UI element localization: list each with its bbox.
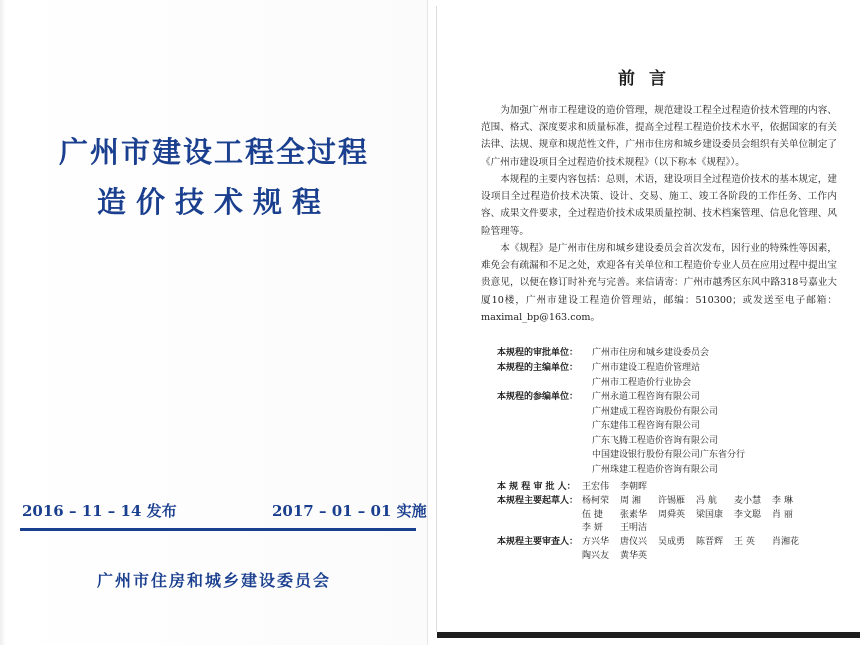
drafter-name: 伍 捷 xyxy=(582,509,603,520)
lead-unit: 广州市工程造价行业协会 xyxy=(592,377,692,388)
drafter-name: 肖 丽 xyxy=(772,509,793,520)
participant-unit: 广东飞腾工程造价咨询有限公司 xyxy=(592,435,719,446)
reviewers-label: 本 规 程 审 批 人： xyxy=(497,482,576,492)
participant-unit: 广东建伟工程咨询有限公司 xyxy=(592,421,701,432)
examiner-name: 黄华英 xyxy=(620,550,648,561)
publish-date: 2016 – 11 – 14 发布 xyxy=(22,502,177,520)
drafter-name: 杨柯荣 xyxy=(582,496,610,506)
examiners-block xyxy=(497,536,857,563)
drafter-name: 张素华 xyxy=(620,509,648,520)
cover-publisher: 广州市住房和城乡建设委员会 xyxy=(96,571,331,590)
drafter-name: 冯 航 xyxy=(696,496,717,506)
cover-title-line1: 广州市建设工程全过程 xyxy=(58,135,369,169)
drafter-name: 李 琳 xyxy=(772,496,793,506)
examiner-name: 陶兴友 xyxy=(582,550,610,561)
cover-edge-shading xyxy=(0,0,6,645)
drafters-label: 本规程主要起草人： xyxy=(497,496,579,506)
drafter-name: 周舜英 xyxy=(658,509,686,520)
lead-unit-label: 本规程的主编单位： xyxy=(497,363,579,373)
cover-title-line2: 造价技术规程 xyxy=(96,185,331,219)
approval-unit-block xyxy=(497,346,857,361)
examiner-name: 吴成勇 xyxy=(658,537,686,547)
drafter-name: 梁国康 xyxy=(696,509,724,520)
participant-unit-label: 本规程的参编单位： xyxy=(497,392,579,402)
participant-unit: 广州珠建工程造价咨询有限公司 xyxy=(592,464,719,475)
drafters-block xyxy=(497,495,857,536)
drafter-name: 许锡雁 xyxy=(658,496,686,506)
examiner-name: 王 英 xyxy=(734,537,755,547)
preface-paragraph-1: 为加强广州市工程建设的造价管理，规范建设工程全过程造价技术管理的内容、范围、格式、深度要求和质量标准，提高全过程工程造价技术水平，依据国家的有关法律、法规、规章和规范性文件，广州市住房和城乡建设委员会组织有关单位制定了《广州市建设项目全过程造价技术规程》（以下称本《规程》）。 xyxy=(481,105,837,168)
approval-unit-label: 本规程的审批单位： xyxy=(497,348,579,358)
examiner-name: 肖湘花 xyxy=(772,537,800,547)
preface-paragraph-3: 本《规程》是广州市住房和城乡建设委员会首次发布，因行业的特殊性等因素，难免会有疏漏和不足之处，欢迎各有关单位和工程造价专业人员在应用过程中提出宝贵意见，以便在修订时补充与完善。来信请寄：广州市越秀区东风中路318号嘉业大厦10楼，广州市建设工程造价管理站，邮编：510300；或发送至电子邮箱：maximal_bp@163.com。 xyxy=(481,243,837,323)
drafter-name: 李 妍 xyxy=(582,523,603,534)
preface-page xyxy=(436,6,860,632)
cover-page xyxy=(0,0,428,645)
approval-unit: 广州市住房和城乡建设委员会 xyxy=(592,348,710,358)
participant-unit: 广州永道工程咨询有限公司 xyxy=(592,392,701,402)
lead-unit-block xyxy=(497,361,857,390)
reviewers-block xyxy=(497,481,857,495)
drafter-name: 麦小慧 xyxy=(734,496,762,506)
participant-unit-block xyxy=(497,390,857,478)
drafter-name: 李文聪 xyxy=(734,509,762,520)
effective-date: 2017 – 01 – 01 实施 xyxy=(272,502,427,520)
examiner-name: 陈晋辉 xyxy=(696,537,724,547)
participant-unit: 广州建成工程咨询股份有限公司 xyxy=(592,406,719,417)
examiner-name: 方兴华 xyxy=(582,537,610,547)
drafter-name: 周 湘 xyxy=(620,496,641,506)
cover-divider xyxy=(20,528,416,531)
preface-title: 前言 xyxy=(618,69,680,89)
participant-unit: 中国建设银行股份有限公司广东省分行 xyxy=(592,450,746,461)
lead-unit: 广州市建设工程造价管理站 xyxy=(592,363,701,373)
preface-paragraph-2: 本规程的主要内容包括：总则，术语，建设项目全过程造价技术的基本规定，建设项目全过程造价技术决策、设计、交易、施工、竣工各阶段的工作任务、工作内容、成果文件要求，全过程造价技术成果质量控制、技术档案管理、信息化管理、风险管理等。 xyxy=(481,174,837,237)
examiners-label: 本规程主要审查人： xyxy=(497,537,579,547)
reviewer-name: 王宏伟 xyxy=(582,482,610,492)
drafter-name: 王明洁 xyxy=(620,523,648,534)
examiner-name: 唐仪兴 xyxy=(620,537,648,547)
page-bottom-shadow xyxy=(437,632,860,638)
reviewer-name: 李朝晖 xyxy=(620,482,648,492)
